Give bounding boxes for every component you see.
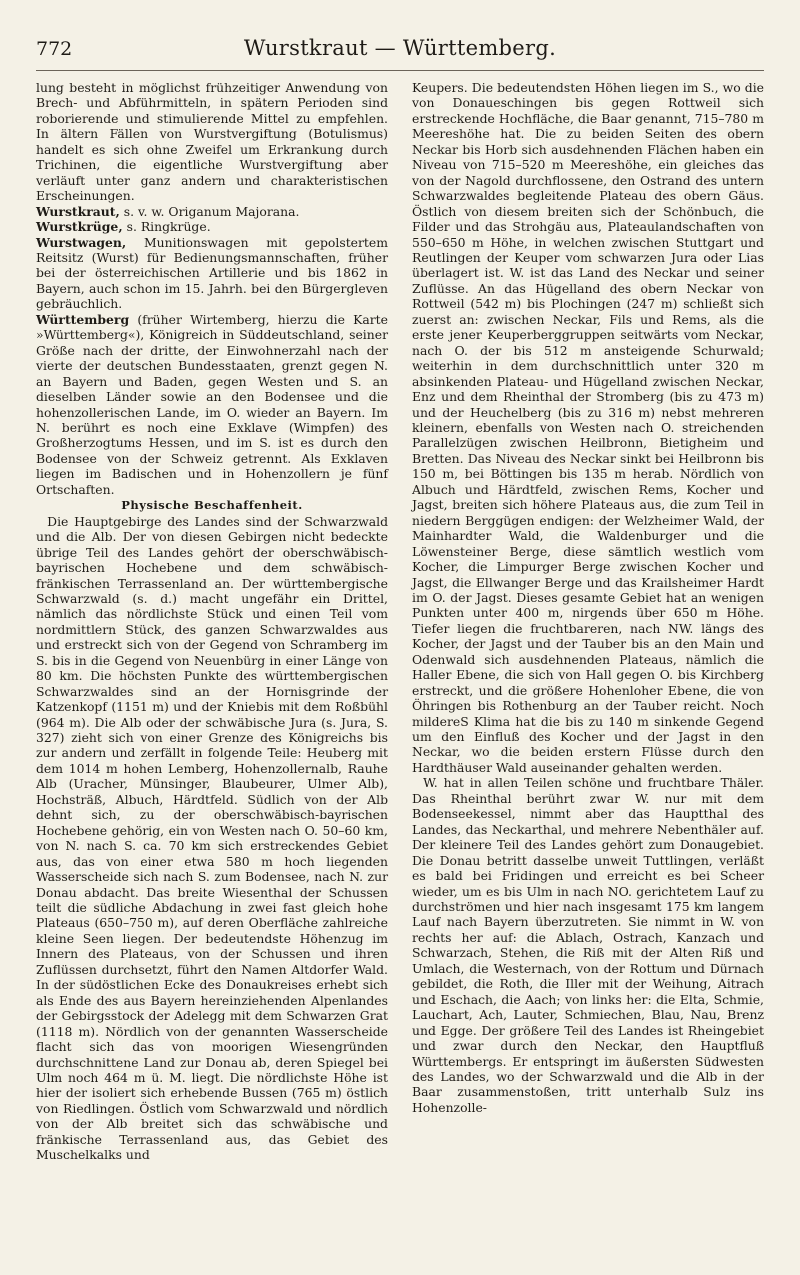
- entry-text: s. v. w. Origanum Majorana.: [119, 203, 300, 219]
- entry-headword: Wurstkrüge,: [36, 219, 123, 235]
- entry-wuerttemberg: [36, 312, 388, 497]
- paragraph-continued: Keupers. Die bedeutendsten Höhen liegen im S., wo die von Donaueschingen bis gegen Rottweil sich erstreckende Hochfläche, die Baar genannt, 715–780 m Meereshöhe hat. Die zu beiden Seiten des obern Neckar bis Horb sich ausdehnenden Flächen haben ein Niveau von 715–520 m Meereshöhe, ein gleiches das von der Nagold durchflossene, den Ostrand des untern Schwarzwaldes begleitende Plateau des obern Gäus. Östlich von diesem breiten sich der Schönbuch, die Filder und das Strohgäu aus, Plateaulandschaften von 550–650 m Höhe, in welchen zwischen Stuttgart und Reutlingen der Keuper vom schwarzen Jura oder Lias überlagert ist. W. ist das Land des Neckar und seiner Zuflüsse. An das Hügelland des obern Neckar von Rottweil (542 m) bis Plochingen (247 m) schließt sich zuerst an: zwischen Neckar, Fils und Rems, als die erste jener Keuperberggruppen seitwärts vom Neckar, nach O. der bis 512 m ansteigende Schurwald; weiterhin in dem durchschnittlich unter 320 m absinkenden Plateau- und Hügelland zwischen Neckar, Enz und dem Rheinthal der Stromberg (bis zu 473 m) und der Heuchelberg (bis zu 316 m) nebst mehreren kleinern, ebenfalls von Westen nach O. streichenden Parallelzügen zwischen Heilbronn, Bietigheim und Bretten. Das Niveau des Neckar sinkt bei Heilbronn bis 150 m, bei Böttingen bis 135 m herab. Nördlich von Albuch und Härdtfeld, zwischen Rems, Kocher und Jagst, breiten sich höhere Plateaus aus, die zum Teil in niedern Berggügen endigen: der Welzheimer Wald, der Mainhardter Wald, die Waldenburger und die Löwensteiner Berge, diese sämtlich westlich vom Kocher, die Limpurger Berge zwischen Kocher und Jagst, die Ellwanger Berge und das Krailsheimer Hardt im O. der Jagst. Dieses gesamte Gebiet hat an wenigen Punkten unter 400 m, nirgends über 650 m Höhe. Tiefer liegen die fruchtbareren, nach NW. längs des Kocher, der Jagst und der Tauber bis an den Main und Odenwald sich ausdehnenden Plateaus, nämlich die Haller Ebene, die sich von Hall gegen O. bis Kirchberg erstreckt, und die größere Hohenloher Ebene, die von Öhringen bis Rothenburg an der Tauber reicht. Noch mildereS Klima hat die bis zu 140 m sinkende Gegend um den Einfluß des Kocher und der Jagst in den Neckar, wo die beiden erstern Flüsse durch den Hardthäuser Wald auseinander gehalten werden.: [412, 80, 764, 775]
- paragraph: W. hat in allen Teilen schöne und fruchtbare Thäler. Das Rheinthal berührt zwar W. nur mit dem Bodenseekessel, nimmt aber das Hauptthal des Landes, das Neckarthal, und mehrere Nebenthäler auf. Der kleinere Teil des Landes gehört zum Donaugebiet. Die Donau betritt dasselbe unweit Tuttlingen, verläßt es bald bei Fridingen und erreicht es bei Scheer wieder, um es bis Ulm in nach NO. gerichtetem Lauf zu durchströmen und hier nach insgesamt 175 km langem Lauf nach Bayern überzutreten. Sie nimmt in W. von rechts her auf: die Ablach, Ostrach, Kanzach und Schwarzach, Stehen, die Riß mit der Alten Riß und Umlach, die Westernach, von der Rottum und Dürnach gebildet, die Roth, die Iller mit der Weihung, Aitrach und Eschach, die Aach; von links her: die Elta, Schmie, Lauchart, Ach, Lauter, Schmiechen, Blau, Nau, Brenz und Egge. Der größere Teil des Landes ist Rheingebiet und zwar durch den Neckar, den Hauptfluß Württembergs. Er entspringt im äußersten Südwesten des Landes, wo der Schwarzwald und die Alb in der Baar zusammenstoßen, tritt unterhalb Sulz ins Hohenzolle-: [412, 775, 764, 1115]
- running-title: Wurstkraut — Württemberg.: [243, 36, 557, 60]
- entry-text: s. Ringkrüge.: [122, 219, 211, 235]
- entry-wurstkraut: [36, 204, 388, 219]
- page-number: 772: [36, 38, 73, 60]
- right-column: [412, 80, 764, 1115]
- entry-wurstwagen: [36, 235, 388, 312]
- left-column: [36, 80, 388, 1163]
- entry-headword: Wurstkraut,: [36, 203, 120, 219]
- entry-headword: Württemberg: [36, 311, 130, 327]
- section-heading: Physische Beschaffenheit.: [121, 498, 303, 513]
- paragraph: Die Hauptgebirge des Landes sind der Schwarzwald und die Alb. Der von diesen Gebirgen nicht bedeckte übrige Teil des Landes gehört der oberschwäbisch-bayrischen Hochebene und dem schwäbisch-fränkischen Terrassenland an. Der württembergische Schwarzwald (s. d.) macht ungefähr ein Drittel, nämlich das nördlichste Stück und einen Teil vom nordmittlern Stück, des ganzen Schwarzwaldes aus und erstreckt sich von der Gegend von Schramberg im S. bis in die Gegend von Neuenbürg in einer Länge von 80 km. Die höchsten Punkte des württembergischen Schwarzwaldes sind an der Hornisgrinde der Katzenkopf (1151 m) und der Kniebis mit dem Roßbühl (964 m). Die Alb oder der schwäbische Jura (s. Jura, S. 327) zieht sich von einer Grenze des Königreichs bis zur andern und zerfällt in folgende Teile: Heuberg mit dem 1014 m hohen Lemberg, Hohenzollernalb, Rauhe Alb (Uracher, Münsinger, Blaubeurer, Ulmer Alb), Hochsträß, Albuch, Härdtfeld. Südlich von der Alb dehnt sich, zu der oberschwäbisch-bayrischen Hochebene gehörig, ein von Westen nach O. 50–60 km, von N. nach S. ca. 70 km sich erstreckendes Gebiet aus, das von einer etwa 580 m hoch liegenden Wasserscheide sich nach S. zum Bodensee, nach N. zur Donau abdacht. Das breite Wiesenthal der Schussen teilt die südliche Abdachung in zwei fast gleich hohe Plateaus (650–750 m), auf deren Oberfläche zahlreiche kleine Seen liegen. Der bedeutendste Höhenzug im Innern des Plateaus, von der Schussen und ihren Zuflüssen durchsetzt, führt den Namen Altdorfer Wald. In der südöstlichen Ecke des Donaukreises erhebt sich als Ende des aus Bayern hereinziehenden Alpenlandes der Gebirgsstock der Adelegg mit dem Schwarzen Grat (1118 m). Nördlich von der genannten Wasserscheide flacht sich das von moorigen Wiesengründen durchschnittene Land zur Donau ab, deren Spiegel bei Ulm noch 464 m ü. M. liegt. Die nördlichste Höhe ist hier der isoliert sich erhebende Bussen (765 m) östlich von Riedlingen. Östlich vom Schwarzwald und nördlich von der Alb breitet sich das schwäbische und fränkische Terrassenland aus, das Gebiet des Muschelkalks und: [36, 513, 388, 1163]
- entry-wurstkruege: [36, 219, 388, 234]
- entry-headword: Wurstwagen,: [36, 234, 127, 250]
- page-header: [36, 36, 764, 71]
- entry-text: (früher Wirtemberg, hierzu die Karte »Württemberg«), Königreich in Süddeutschland, seiner Größe nach der dritte, der Einwohnerzahl nach der vierte der deutschen Bundesstaaten, grenzt gegen N. an Bayern und Baden, gegen Westen und S. an dieselben Länder sowie an den Bodensee und die hohenzollerischen Lande, im O. wieder an Bayern. Im N. berührt es noch eine Exklave (Wimpfen) des Großherzogtums Hessen, und im S. ist es durch den Bodensee von der Schweiz getrennt. Als Exklaven liegen im Badischen und in Hohenzollern je fünf Ortschaften.: [36, 311, 388, 497]
- paragraph-continued: lung besteht in möglichst frühzeitiger Anwendung von Brech- und Abführmitteln, in spätern Perioden sind roborierende und stimulierende Mittel zu empfehlen. In ältern Fällen von Wurstvergiftung (Botulismus) handelt es sich ohne Zweifel um Erkrankung durch Trichinen, die eigentliche Wurstvergiftung aber verläuft unter ganz andern und charakteristischen Erscheinungen.: [36, 80, 388, 204]
- entry-text: Munitionswagen mit gepolstertem Reitsitz (Wurst) für Bedienungsmannschaften, früher bei der österreichischen Artillerie und bis 1862 in Bayern, auch schon im 15. Jahrh. bei den Bürgergleven gebräuchlich.: [36, 234, 388, 312]
